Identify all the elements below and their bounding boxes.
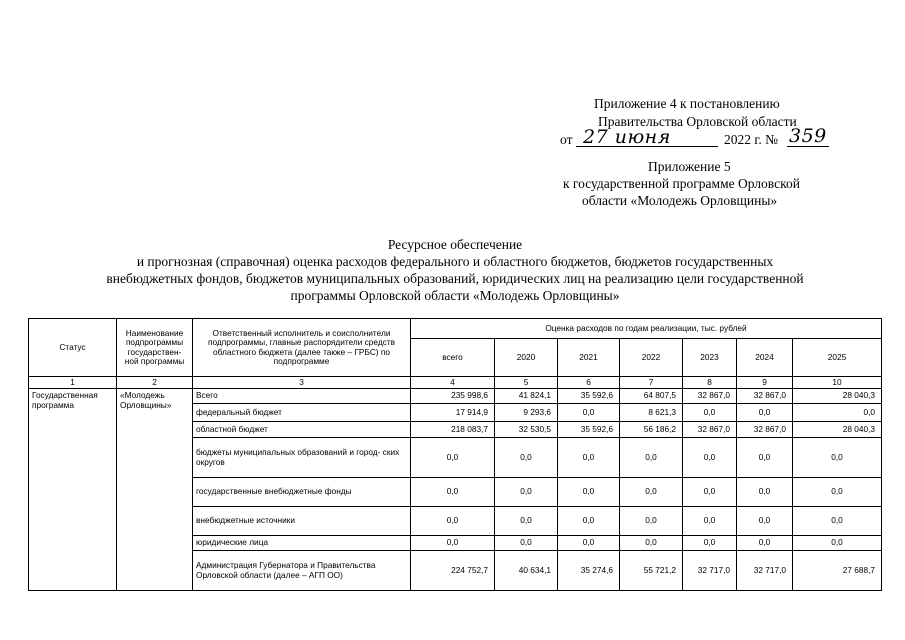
value-cell: 218 083,7 — [411, 422, 495, 438]
row-label: внебюджетные источники — [193, 507, 411, 536]
value-cell: 0,0 — [558, 438, 620, 478]
value-cell: 28 040,3 — [793, 389, 882, 404]
value-cell: 35 274,6 — [558, 551, 620, 591]
value-cell: 28 040,3 — [793, 422, 882, 438]
header-total: всего — [411, 339, 495, 377]
value-cell: 0,0 — [683, 438, 737, 478]
value-cell: 35 592,6 — [558, 422, 620, 438]
col-number: 9 — [737, 377, 793, 389]
value-cell: 0,0 — [495, 536, 558, 551]
header-year: 2022 г. № — [724, 132, 779, 147]
value-cell: 0,0 — [620, 507, 683, 536]
value-cell: 41 824,1 — [495, 389, 558, 404]
header-from-prefix: от — [560, 132, 573, 147]
header-status: Статус — [29, 319, 117, 377]
value-cell: 0,0 — [558, 536, 620, 551]
value-cell: 0,0 — [793, 507, 882, 536]
col-number: 6 — [558, 377, 620, 389]
value-cell: 56 186,2 — [620, 422, 683, 438]
program-name-cell: «Молодежь Орловщины» — [117, 389, 193, 591]
row-label: Администрация Губернатора и Правительства Орловской области (далее – АГП ОО) — [193, 551, 411, 591]
value-cell: 0,0 — [411, 438, 495, 478]
col-number: 8 — [683, 377, 737, 389]
value-cell: 0,0 — [558, 404, 620, 422]
handwritten-date: 27 июня — [583, 126, 671, 148]
value-cell: 0,0 — [495, 438, 558, 478]
value-cell: 0,0 — [737, 438, 793, 478]
value-cell: 0,0 — [495, 507, 558, 536]
handwritten-number: 359 — [789, 125, 827, 147]
col-number: 7 — [620, 377, 683, 389]
row-label: Всего — [193, 389, 411, 404]
value-cell: 0,0 — [558, 507, 620, 536]
value-cell: 0,0 — [737, 536, 793, 551]
header-year-2024: 2024 — [737, 339, 793, 377]
value-cell: 0,0 — [737, 507, 793, 536]
col-number: 3 — [193, 377, 411, 389]
value-cell: 9 293,6 — [495, 404, 558, 422]
value-cell: 224 752,7 — [411, 551, 495, 591]
value-cell: 0,0 — [793, 404, 882, 422]
value-cell: 32 867,0 — [683, 389, 737, 404]
value-cell: 0,0 — [558, 478, 620, 507]
header-estimate: Оценка расходов по годам реализации, тыс. рублей — [411, 319, 882, 339]
appendix5-line-3: области «Молодежь Орловщины» — [582, 193, 778, 208]
value-cell: 32 867,0 — [737, 389, 793, 404]
value-cell: 35 592,6 — [558, 389, 620, 404]
doc-title-line-1: Ресурсное обеспечение — [387, 237, 523, 252]
header-year-2023: 2023 — [683, 339, 737, 377]
value-cell: 64 807,5 — [620, 389, 683, 404]
header-executor: Ответственный исполнитель и соисполнители подпрограммы, главные распорядители средств областного бюджета (далее также – ГРБС) по подпрограмме — [193, 319, 411, 377]
value-cell: 0,0 — [793, 478, 882, 507]
header-year-2020: 2020 — [495, 339, 558, 377]
header-line-1: Приложение 4 к постановлению — [594, 96, 780, 111]
appendix5-line-1: Приложение 5 — [648, 159, 731, 174]
col-number: 2 — [117, 377, 193, 389]
value-cell: 0,0 — [683, 478, 737, 507]
row-label: федеральный бюджет — [193, 404, 411, 422]
value-cell: 0,0 — [620, 536, 683, 551]
value-cell: 8 621,3 — [620, 404, 683, 422]
value-cell: 0,0 — [793, 536, 882, 551]
value-cell: 0,0 — [793, 438, 882, 478]
doc-title-line-4: программы Орловской области «Молодежь Орловщины» — [290, 288, 620, 303]
table-row — [29, 389, 882, 404]
col-number: 10 — [793, 377, 882, 389]
appendix5-line-2: к государственной программе Орловской — [563, 176, 800, 191]
value-cell: 0,0 — [495, 478, 558, 507]
value-cell: 0,0 — [411, 507, 495, 536]
header-year-2022: 2022 — [620, 339, 683, 377]
value-cell: 32 530,5 — [495, 422, 558, 438]
col-number: 1 — [29, 377, 117, 389]
value-cell: 40 634,1 — [495, 551, 558, 591]
value-cell: 0,0 — [620, 438, 683, 478]
resources-table — [28, 318, 882, 591]
value-cell: 0,0 — [737, 404, 793, 422]
value-cell: 0,0 — [683, 507, 737, 536]
row-label: государственные внебюджетные фонды — [193, 478, 411, 507]
value-cell: 32 717,0 — [683, 551, 737, 591]
row-label: бюджеты муниципальных образований и город- ских округов — [193, 438, 411, 478]
col-number: 4 — [411, 377, 495, 389]
header-year-2021: 2021 — [558, 339, 620, 377]
row-label: юридические лица — [193, 536, 411, 551]
value-cell: 0,0 — [683, 536, 737, 551]
header-year-2025: 2025 — [793, 339, 882, 377]
doc-title-line-3: внебюджетных фондов, бюджетов муниципальных образований, юридических лиц на реализацию цели государственной — [106, 271, 804, 286]
value-cell: 55 721,2 — [620, 551, 683, 591]
row-label: областной бюджет — [193, 422, 411, 438]
value-cell: 0,0 — [411, 536, 495, 551]
value-cell: 0,0 — [737, 478, 793, 507]
value-cell: 32 867,0 — [683, 422, 737, 438]
value-cell: 17 914,9 — [411, 404, 495, 422]
status-cell: Государственная программа — [29, 389, 117, 591]
value-cell: 235 998,6 — [411, 389, 495, 404]
doc-title-line-2: и прогнозная (справочная) оценка расходов федерального и областного бюджетов, бюджетов государственных — [136, 254, 774, 269]
value-cell: 0,0 — [683, 404, 737, 422]
col-number: 5 — [495, 377, 558, 389]
value-cell: 0,0 — [411, 478, 495, 507]
header-name: Наименование подпрограммы государствен- ной программы — [117, 319, 193, 377]
value-cell: 0,0 — [620, 478, 683, 507]
value-cell: 32 717,0 — [737, 551, 793, 591]
value-cell: 27 688,7 — [793, 551, 882, 591]
value-cell: 32 867,0 — [737, 422, 793, 438]
header-line-2: Правительства Орловской области — [598, 114, 797, 129]
